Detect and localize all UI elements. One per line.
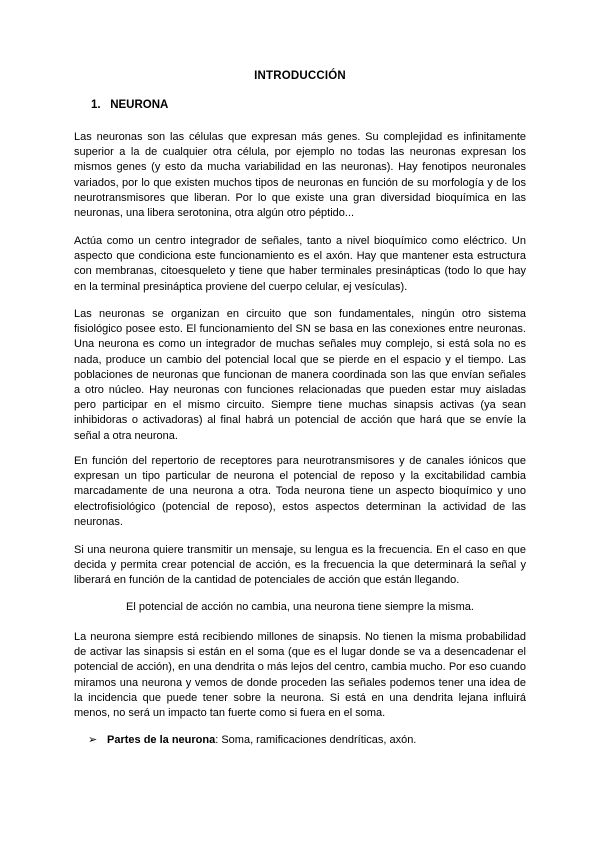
- section-number: 1.: [91, 99, 101, 111]
- arrow-bullet-icon: ➢: [88, 734, 98, 746]
- paragraph-3: Las neuronas se organizan en circuito que son fundamentales, ningún otro sistema fisiológico posee esto. El funcionamiento del SN se basa en las conexiones entre neuronas. Una neurona es como un integrador de muchas señales muy complejo, si está sola no es nada, produce un cambio del potencial local que se pierde en el espacio y el tiempo. Las poblaciones de neuronas que funcionan de manera coordinada son las que envían señales a otro núcleo. Hay neuronas con funciones relacionadas que pueden estar muy aisladas pero participar en el mismo circuito. Siempre tiene muchas sinapsis activas (ya sean inhibidoras o activadoras) al final habrá un potencial de acción que hará que se envíe la señal a otra neurona.: [74, 308, 526, 442]
- paragraph-4: En función del repertorio de receptores para neurotransmisores y de canales iónicos que expresan un tipo particular de neurona el potencial de reposo y la excitabilidad cambia marcadamente de una neurona a otra. Toda neurona tiene un aspecto bioquímico y uno electrofisiológico (potencial de reposo), estos aspectos determinan la actividad de las neuronas.: [74, 455, 526, 528]
- paragraph-6: La neurona siempre está recibiendo millones de sinapsis. No tienen la misma probabilidad de activar las sinapsis si están en el soma (que es el lugar donde se va a desencadenar el potencial de acción), en una dendrita o más lejos del centro, cambia mucho. Por eso cuando miramos una neurona y vemos de donde proceden las señales podemos tener una idea de la incidencia que puede tener sobre la neurona. Si está en una dendrita lejana influirá menos, no será un impacto tan fuerte como si fuera en el soma.: [74, 631, 526, 720]
- paragraph-5: Si una neurona quiere transmitir un mensaje, su lengua es la frecuencia. En el caso en que decida y permita crear potencial de acción, es la frecuencia la que determinará la señal y liberará en función de la cantidad de potenciales de acción que están llegando.: [74, 544, 526, 587]
- bullet-label: Partes de la neurona: [107, 734, 216, 746]
- bullet-item: [88, 733, 416, 746]
- paragraph-1: Las neuronas son las células que expresan más genes. Su complejidad es infinitamente superior a la de cualquier otra célula, por ejemplo no todas las neuronas expresan los mismos genes (y esto da mucha variabilidad en las neuronas). Hay fenotipos neuronales variados, por lo que existen muchos tipos de neuronas en función de su morfología y de los neurotransmisores que liberan. Por lo que existe una gran diversidad bioquímica en las neuronas, una libera serotonina, otra algún otro péptido...: [74, 131, 526, 220]
- paragraph-2: Actúa como un centro integrador de señales, tanto a nivel bioquímico como eléctrico. Un aspecto que condiciona este funcionamiento es el axón. Hay que mantener esta estructura con membranas, citoesqueleto y tiene que haber terminales presinápticas (todo lo que hay en la terminal presináptica proviene del cuerpo celular, ej vesículas).: [74, 235, 526, 293]
- section-title: NEURONA: [110, 99, 169, 111]
- bullet-text: : Soma, ramificaciones dendríticas, axón.: [215, 734, 417, 746]
- centered-statement: El potencial de acción no cambia, una neurona tiene siempre la misma.: [126, 601, 474, 613]
- document-title: INTRODUCCIÓN: [254, 70, 346, 82]
- section-heading: [91, 99, 168, 111]
